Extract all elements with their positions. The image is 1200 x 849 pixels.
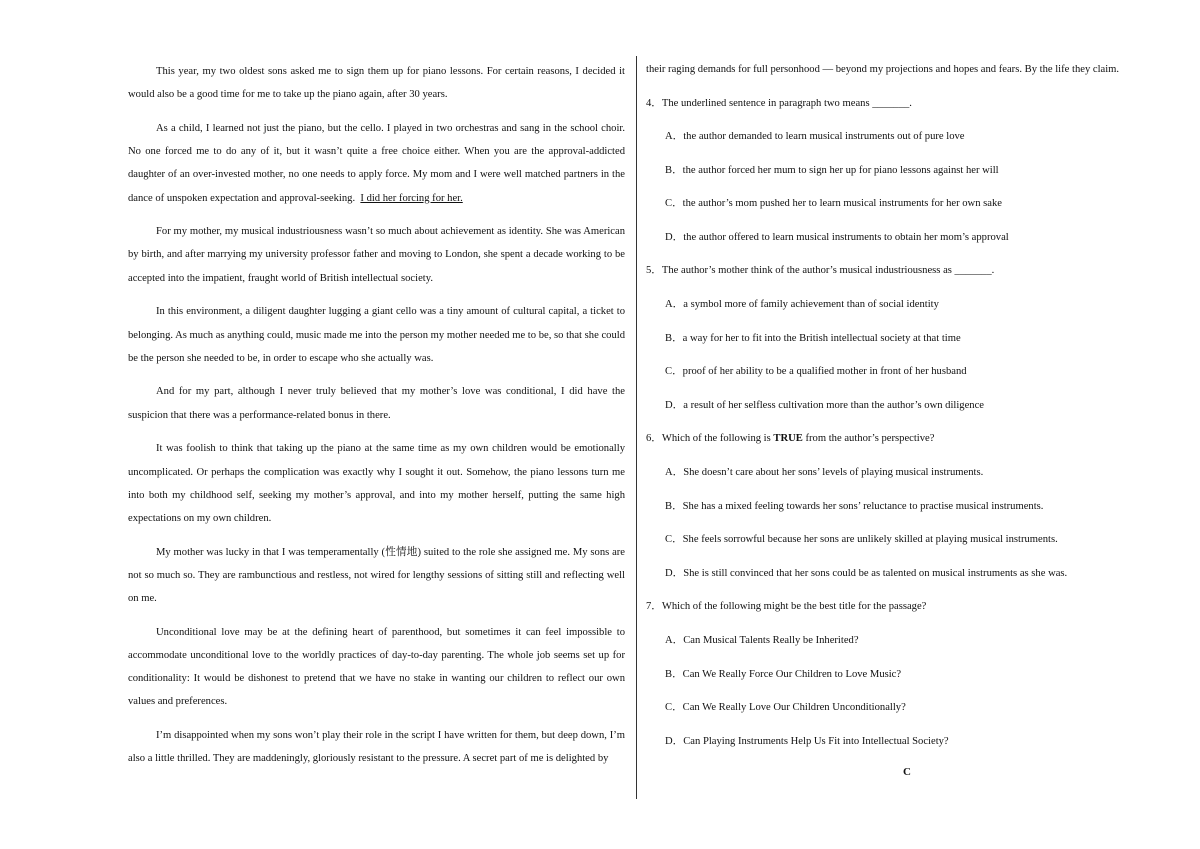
column-divider bbox=[636, 56, 637, 799]
question-stem: 4．The underlined sentence in paragraph two means _______. bbox=[646, 97, 912, 109]
question-7 bbox=[646, 597, 1136, 765]
passage-paragraph-3: For my mother, my musical industriousness wasn’t so much about achievement as identity. She was American by birth, and after marrying my university professor father and moving to London, she spent a decade working to be accepted into the impatient, fraught world of British intellectual society. bbox=[128, 226, 625, 284]
option-a: A．She doesn’t care about her sons’ levels of playing musical instruments. bbox=[665, 467, 984, 479]
stem-text-after: from the author’s perspective? bbox=[802, 433, 935, 445]
option-a: A．a symbol more of family achievement than of social identity bbox=[665, 299, 939, 311]
option-a: A．Can Musical Talents Really be Inherited? bbox=[665, 635, 859, 646]
question-4 bbox=[646, 94, 1136, 262]
passage-continuation: their raging demands for full personhood — beyond my projections and hopes and fears. By the life they claim. bbox=[646, 64, 1120, 75]
stem-bold-word: TRUE bbox=[773, 433, 803, 445]
underlined-sentence: I did her forcing for her. bbox=[360, 192, 463, 204]
question-stem bbox=[646, 429, 1136, 463]
option-c: C．proof of her ability to be a qualified mother in front of her husband bbox=[665, 366, 967, 378]
option-b: B．a way for her to fit into the British intellectual society at that time bbox=[665, 332, 961, 344]
question-stem: 5．The author’s mother think of the author’s musical industriousness as _______. bbox=[646, 265, 995, 277]
option-a: A．the author demanded to learn musical instruments out of pure love bbox=[665, 131, 965, 143]
option-c: C．the author’s mom pushed her to learn musical instruments for her own sake bbox=[665, 198, 1002, 210]
option-c: C．She feels sorrowful because her sons are unlikely skilled at playing musical instruments. bbox=[665, 534, 1058, 546]
passage-paragraph-6: It was foolish to think that taking up the piano at the same time as my own children would be emotionally uncomplicated. Or perhaps the complication was exactly why I sought it out. Somehow, the piano lessons turn me into both my childhood self, seeking my mother’s approval, and into my mother herself, putting the same high expectations on my own children. bbox=[128, 443, 625, 524]
option-d: D．Can Playing Instruments Help Us Fit into Intellectual Society? bbox=[665, 735, 949, 747]
option-b: B．the author forced her mum to sign her up for piano lessons against her will bbox=[665, 164, 999, 176]
passage-paragraph-5: And for my part, although I never truly believed that my mother’s love was conditional, I did have the suspicion that there was a performance-related bonus in there. bbox=[128, 386, 625, 421]
passage-paragraph-7: My mother was lucky in that I was temperamentally (性情地) suited to the role she assigned me. My sons are not so much so. They are rambunctious and restless, not wired for lengthy sessions of sitting still and reflecting well on me. bbox=[128, 546, 625, 605]
option-b: B．Can We Really Force Our Children to Love Music? bbox=[665, 668, 902, 680]
passage-paragraph-9: I’m disappointed when my sons won’t play their role in the script I have written for them, but deep down, I’m also a little thrilled. They are maddeningly, gloriously resistant to the pressure. A secret part of me is delighted by bbox=[128, 730, 625, 765]
option-b: B．She has a mixed feeling towards her sons’ reluctance to practise musical instruments. bbox=[665, 500, 1044, 512]
paragraph-2-text: As a child, I learned not just the piano, but the cello. I played in two orchestras and sang in the school choir. No one forced me to do any of it, but it wasn’t quite a free choice either. When you are the approval-addicted daughter of an over-invested mother, no one needs to apply force. My mom and I were well matched partners in the dance of unspoken expectation and approval-seeking. bbox=[128, 122, 625, 204]
passage-paragraph-4: In this environment, a diligent daughter lugging a giant cello was a tiny amount of cultural capital, a ticket to belonging. As much as anything could, music made me into the person my mother needed me to be, so that she could be the person she needed to be, in order to escape who she actually was. bbox=[128, 306, 625, 364]
passage-paragraph-8: Unconditional love may be at the defining heart of parenthood, but sometimes it can feel impossible to accommodate unconditional love to the worldly practices of day-to-day parenting. The whole job seems set up for conditionality: It would be dishonest to pretend that we have no stake in wanting our children to reflect our own values and preferences. bbox=[128, 626, 625, 708]
stem-text-before: 6．Which of the following is bbox=[646, 433, 774, 445]
option-d: D．She is still convinced that her sons could be as talented on musical instruments as she was. bbox=[665, 567, 1068, 579]
question-6 bbox=[646, 429, 1136, 597]
option-d: D．the author offered to learn musical instruments to obtain her mom’s approval bbox=[665, 231, 1009, 243]
option-c: C．Can We Really Love Our Children Unconditionally? bbox=[665, 702, 906, 714]
passage-paragraph-1: This year, my two oldest sons asked me to sign them up for piano lessons. For certain reasons, I decided it would also be a good time for me to take up the piano again, after 30 years. bbox=[128, 66, 625, 101]
reading-passage bbox=[128, 60, 625, 781]
passage-paragraph-2 bbox=[128, 117, 625, 210]
question-5 bbox=[646, 261, 1136, 429]
question-stem: 7．Which of the following might be the best title for the passage? bbox=[646, 601, 927, 613]
option-d: D．a result of her selfless cultivation more than the author’s own diligence bbox=[665, 399, 985, 411]
section-letter: C bbox=[903, 766, 911, 778]
questions-column bbox=[646, 60, 1136, 765]
